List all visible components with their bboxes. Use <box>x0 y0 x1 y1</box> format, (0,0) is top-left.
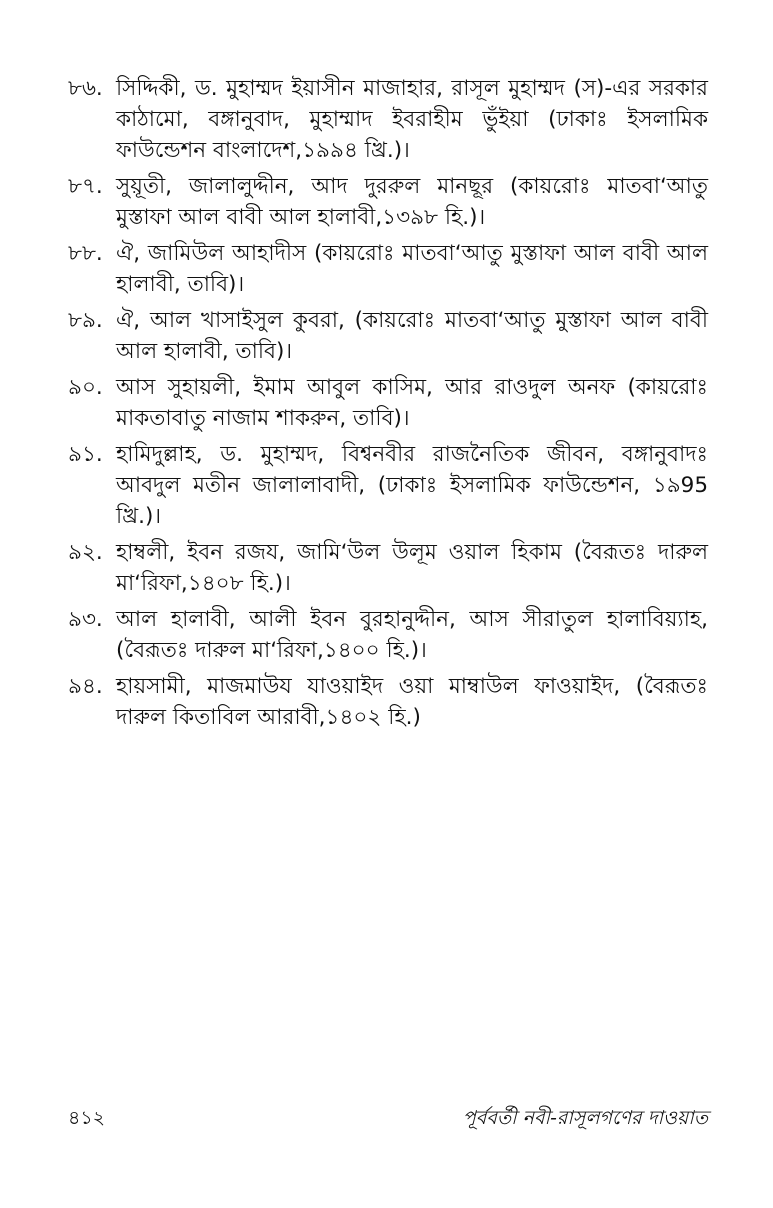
reference-number: ৯০. <box>68 375 103 400</box>
reference-item <box>68 604 708 666</box>
reference-number: ৯১. <box>68 442 103 467</box>
reference-number: ৮৬. <box>68 76 103 101</box>
reference-text: হাম্বলী, ইবন রজয, জামি‘উল উলূম ওয়াল হিকাম (বৈরূতঃ দারুল মা‘রিফা,১৪০৮ হি.)। <box>116 540 708 596</box>
reference-text: হায়সামী, মাজমাউয যাওয়াইদ ওয়া মাম্বাউল ফাওয়াইদ, (বৈরূতঃ দারুল কিতাবিল আরাবী,১৪০২ হি.) <box>116 674 708 730</box>
reference-number: ৯৩. <box>68 607 103 632</box>
reference-item <box>68 238 708 300</box>
reference-text: আল হালাবী, আলী ইবন বুরহানুদ্দীন, আস সীরাতুল হালাবিয়্যাহ, (বৈরূতঃ দারুল মা‘রিফা,১৪০০ হি.)। <box>116 607 708 663</box>
reference-text: ঐ, আল খাসাইসুল কুবরা, (কায়রোঃ মাতবা‘আতু মুস্তাফা আল বাবী আল হালাবী, তাবি)। <box>116 308 708 364</box>
reference-number: ৮৮. <box>68 241 103 266</box>
reference-item <box>68 439 708 532</box>
reference-text: ঐ, জামিউল আহাদীস (কায়রোঃ মাতবা‘আতু মুস্তাফা আল বাবী আল হালাবী, তাবি)। <box>116 241 708 297</box>
reference-text: আস সুহায়লী, ইমাম আবুল কাসিম, আর রাওদুল অনফ (কায়রোঃ মাকতাবাতু নাজাম শাকরুন, তাবি)। <box>116 375 708 431</box>
reference-number: ৯২. <box>68 540 103 565</box>
reference-text: হামিদুল্লাহ, ড. মুহাম্মদ, বিশ্বনবীর রাজনৈতিক জীবন, বঙ্গানুবাদঃ আবদুল মতীন জালালাবাদী, (ঢাকাঃ ইসলামিক ফাউন্ডেশন, ১৯95 খ্রি.)। <box>116 442 708 529</box>
reference-number: ৮৭. <box>68 174 103 199</box>
reference-item <box>68 671 708 733</box>
reference-text: সুয়ূতী, জালালুদ্দীন, আদ দুররুল মানছূর (কায়রোঃ মাতবা‘আতু মুস্তাফা আল বাবী আল হালাবী,১৩৯৮ হি.)। <box>116 174 708 230</box>
reference-item <box>68 73 708 166</box>
running-title: পূর্ববর্তী নবী-রাসূলগণের দাওয়াত <box>462 1107 708 1129</box>
page-footer <box>68 1103 708 1133</box>
reference-item <box>68 305 708 367</box>
reference-number: ৯৪. <box>68 674 103 699</box>
reference-text: সিদ্দিকী, ড. মুহাম্মদ ইয়াসীন মাজাহার, রাসূল মুহাম্মদ (স)-এর সরকার কাঠামো, বঙ্গানুবাদ, মুহাম্মাদ ইবরাহীম ভুঁইয়া (ঢাকাঃ ইসলামিক ফাউন্ডেশন বাংলাদেশ,১৯৯৪ খ্রি.)। <box>116 76 708 163</box>
reference-list <box>68 73 708 738</box>
reference-number: ৮৯. <box>68 308 103 333</box>
reference-item <box>68 372 708 434</box>
reference-item <box>68 171 708 233</box>
reference-item <box>68 537 708 599</box>
page-number: ৪১২ <box>68 1107 106 1129</box>
